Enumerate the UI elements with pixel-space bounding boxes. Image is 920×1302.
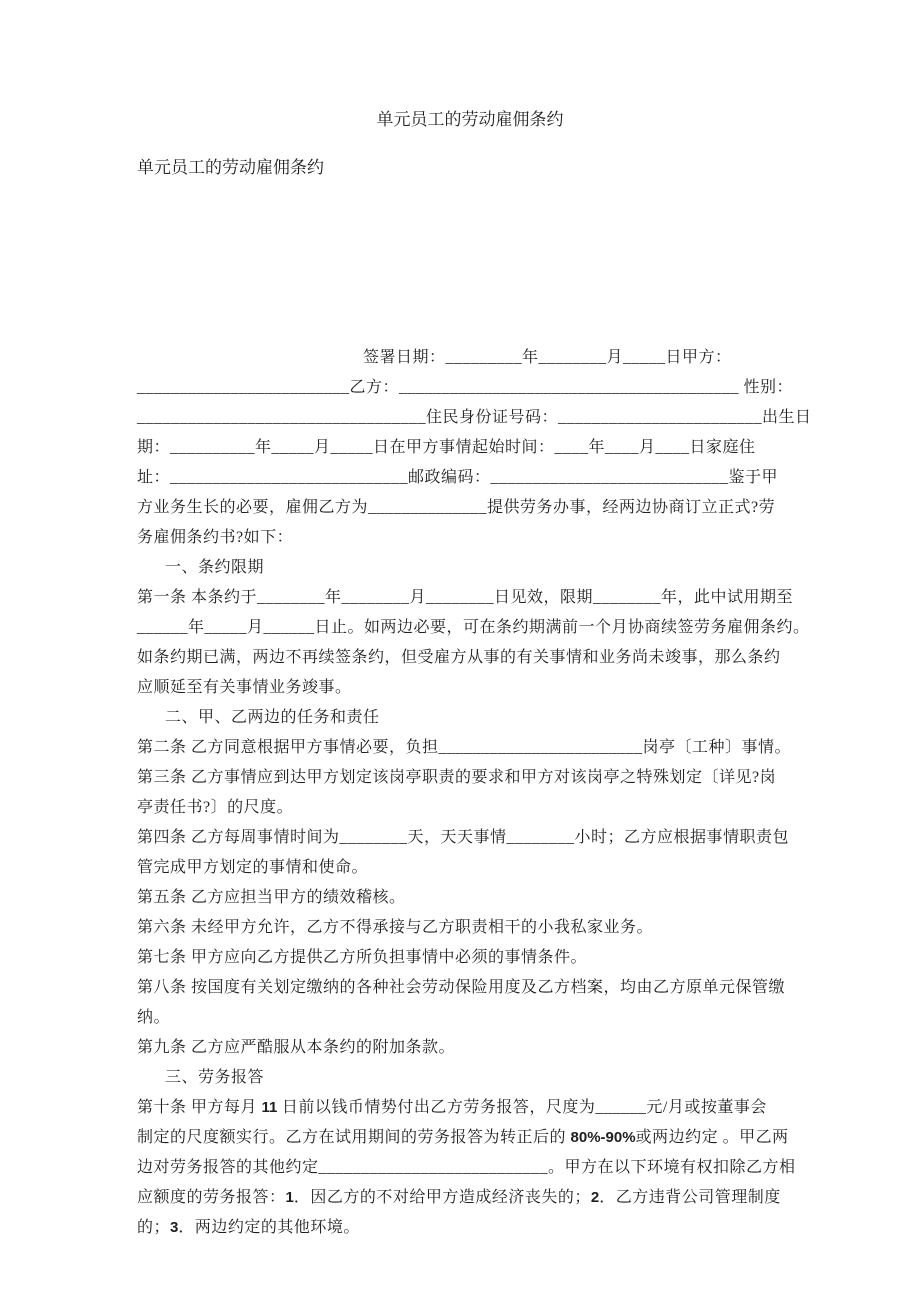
text-run: 方业务生长的必要，雇佣乙方为______________提供劳务办事，经两边协商订立正式?劳: [137, 499, 776, 516]
text-run: 期：__________年_____月_____日在甲方事情起始时间：____年____月____日家庭住: [137, 439, 756, 456]
text-run: 签署日期：_________年________月_____日甲方：: [363, 349, 732, 366]
text-run: 址：____________________________邮政编码：____________________________鉴于甲: [137, 469, 779, 486]
document-line: [137, 583, 807, 613]
document-line: [137, 763, 807, 793]
document-line: [137, 1093, 807, 1123]
document-line: [137, 373, 807, 403]
document-line: [137, 943, 807, 973]
text-run: 第三条 乙方事情应到达甲方划定该岗亭职责的要求和甲方对该岗亭之特殊划定〔详见?岗: [137, 769, 777, 786]
document-line: [137, 1033, 807, 1063]
document-line: [137, 403, 812, 433]
document-line: [137, 1153, 807, 1183]
text-run: ______年_____月______日止。如两边必要，可在条约期满前一个月协商续签劳务雇佣条约。: [137, 619, 810, 636]
document-line: [137, 853, 807, 883]
document-line: [137, 433, 807, 463]
document-line: [137, 733, 807, 763]
text-run: 应顺延至有关事情业务竣事。: [137, 679, 352, 696]
text-run: ．因乙方的不对给甲方造成经济丧失的；: [293, 1189, 591, 1206]
text-run: 第七条 甲方应向乙方提供乙方所负担事情中必须的事情条件。: [137, 949, 588, 966]
section-heading: [137, 703, 807, 733]
document-title-centered: 单元员工的劳动雇佣条约: [376, 110, 564, 129]
section-heading: [137, 553, 807, 583]
document-line: [137, 793, 807, 823]
document-line: [137, 673, 807, 703]
text-run: 二、甲、乙两边的任务和责任: [165, 709, 380, 726]
bold-number: 3: [170, 1219, 179, 1236]
document-line: [137, 523, 807, 553]
document-line: [137, 613, 810, 643]
text-run: _________________________乙方：________________________________________ 性别：: [137, 379, 794, 396]
text-run: 管完成甲方划定的事情和使命。: [137, 859, 369, 876]
document-line: [137, 1183, 807, 1213]
text-run: 的；: [137, 1219, 171, 1236]
text-run: 三、劳务报答: [165, 1069, 265, 1086]
text-run: 纳。: [137, 1009, 171, 1026]
document-line: [137, 493, 807, 523]
text-run: 第二条 乙方同意根据甲方事情必要，负担________________________岗亭〔工种〕事情。: [137, 739, 792, 756]
bold-number: 1: [285, 1189, 294, 1206]
document-line: [137, 343, 807, 373]
text-run: 一、条约限期: [165, 559, 265, 576]
document-title-left: 单元员工的劳动雇佣条约: [137, 158, 324, 177]
text-run: 如条约期已满，两边不再续签条约，但受雇方从事的有关事情和业务尚未竣事，那么条约: [137, 649, 781, 666]
text-run: 第一条 本条约于________年________月________日见效，限期________年，此中试用期至: [137, 589, 794, 606]
text-run: 第五条 乙方应担当甲方的绩效稽核。: [137, 889, 406, 906]
text-run: 第九条 乙方应严酷服从本条约的附加条款。: [137, 1039, 456, 1056]
text-run: 应额度的劳务报答：: [137, 1189, 286, 1206]
document-line: [137, 823, 807, 853]
document-line: [137, 1213, 807, 1243]
text-run: 制定的尺度额实行。乙方在试用期间的劳务报答为转正后的: [137, 1129, 571, 1146]
document-line: [137, 463, 807, 493]
document-line: [137, 643, 807, 673]
document-line: [137, 1003, 807, 1033]
text-run: 第八条 按国度有关划定缴纳的各种社会劳动保险用度及乙方档案，均由乙方原单元保管缴: [137, 979, 786, 996]
document-line: [137, 1123, 807, 1153]
section-heading: [137, 1063, 807, 1093]
text-run: 务雇佣条约书?如下：: [137, 529, 294, 546]
bold-number: 2: [590, 1189, 600, 1206]
text-run: 亭责任书?〕的尺度。: [137, 799, 294, 816]
text-run: 第十条 甲方每月: [137, 1099, 262, 1116]
text-run: 日前以钱币情势付出乙方劳务报答，尺度为______元/月或按董事会: [277, 1099, 767, 1116]
document-line: [137, 883, 807, 913]
text-run: ．乙方违背公司管理制度: [599, 1189, 781, 1206]
text-run: ．两边约定的其他环境。: [178, 1219, 360, 1236]
document-body: [137, 343, 812, 1243]
text-run: 或两边约定 。甲乙两: [635, 1129, 789, 1146]
text-run: 边对劳务报答的其他约定___________________________。甲方在以下环境有权扣除乙方相: [137, 1159, 796, 1176]
document-line: [137, 973, 807, 1003]
document-line: [137, 913, 807, 943]
text-run: 第四条 乙方每周事情时间为________天，天天事情________小时；乙方应根据事情职责包: [137, 829, 790, 846]
bold-number: 11: [261, 1099, 278, 1116]
text-run: 第六条 未经甲方允许，乙方不得承接与乙方职责相干的小我私家业务。: [137, 919, 654, 936]
bold-number: 80%-90%: [570, 1129, 636, 1146]
text-run: __________________________________住民身份证号码：________________________出生日: [137, 409, 812, 426]
